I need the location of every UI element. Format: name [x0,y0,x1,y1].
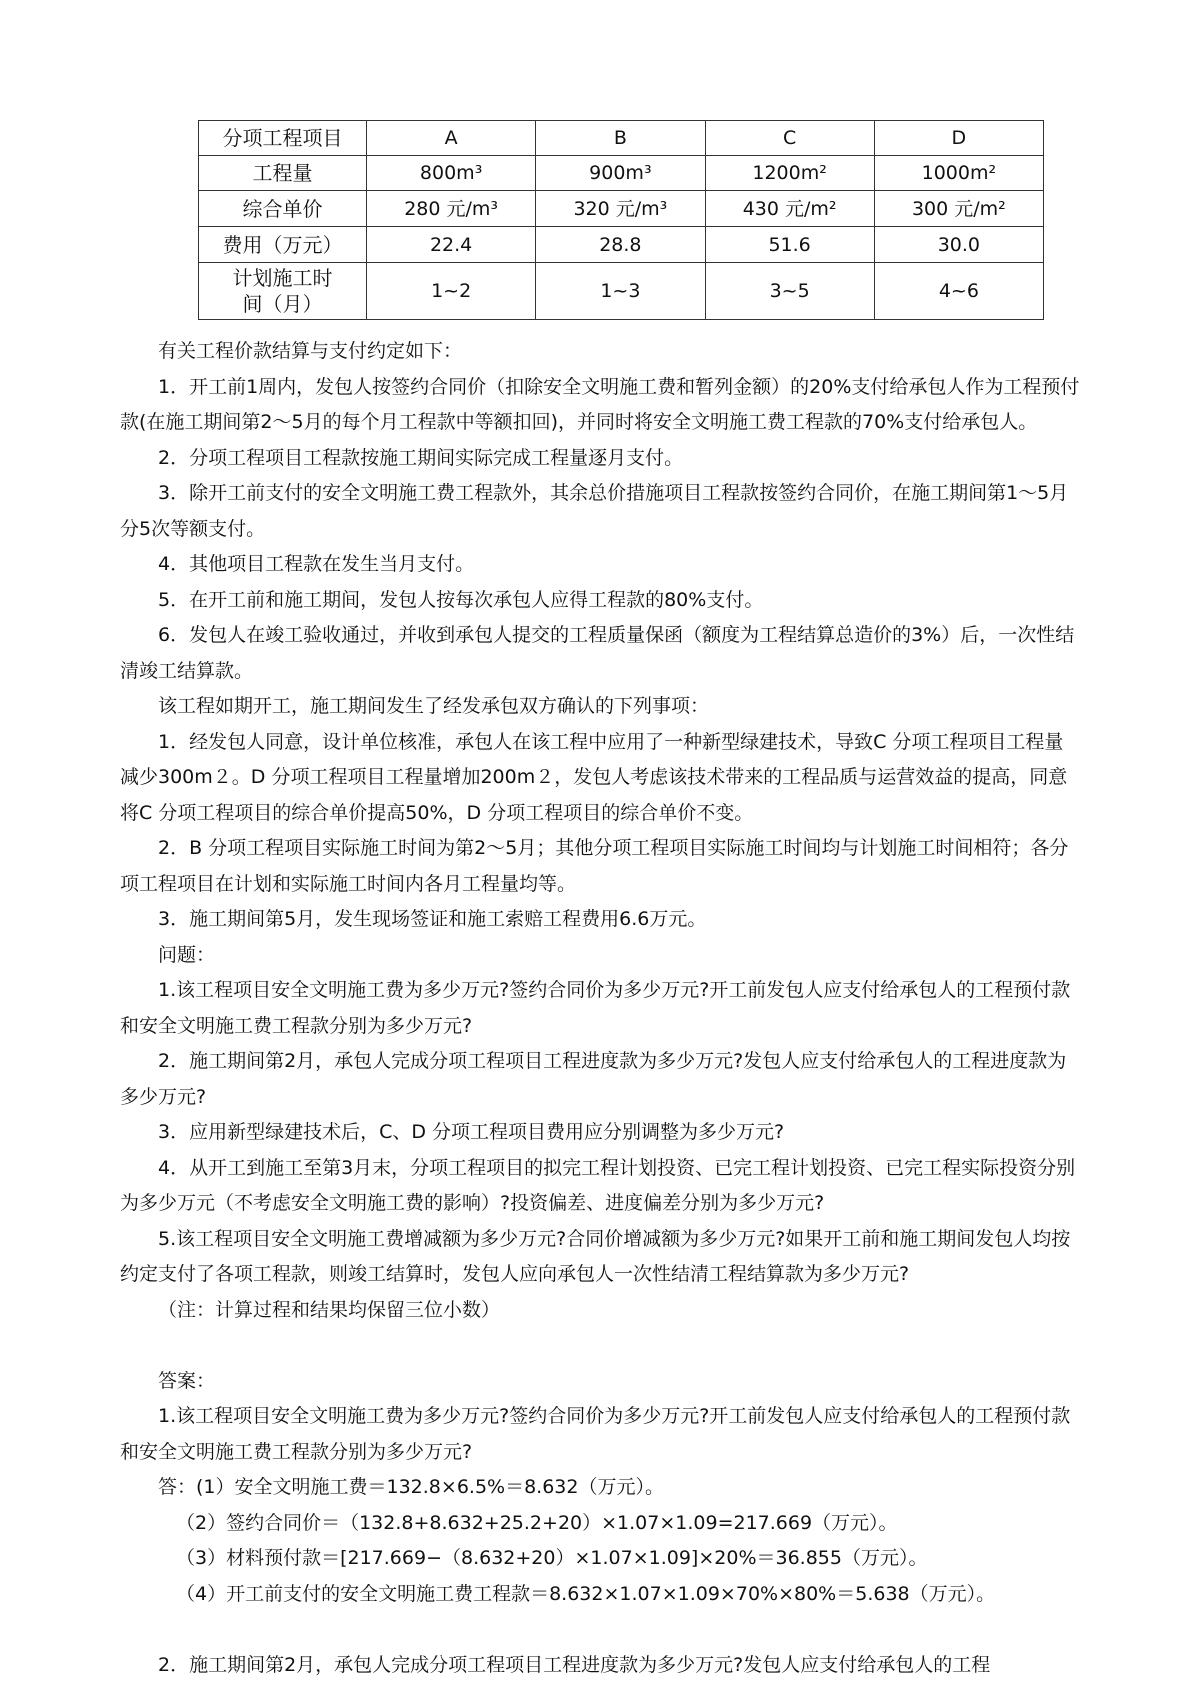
table-cell: 320 元/m³ [536,191,705,227]
document-body [120,334,1080,1683]
table-row [199,227,1044,263]
paragraph: （4）开工前支付的安全文明施工费工程款＝8.632×1.07×1.09×70%×80%＝5.638（万元）。 [176,1582,996,1605]
table-row [199,191,1044,227]
paragraph: 4．其他项目工程款在发生当月支付。 [158,553,475,575]
paragraph: 6．发包人在竣工验收通过，并收到承包人提交的工程质量保函（额度为工程结算总造价的3%）后，一次性结清竣工结算款。 [120,624,1075,682]
paragraph: 问题： [158,943,216,966]
table-cell: 1200m² [705,156,874,191]
table-header-row [199,121,1044,156]
project-table [198,120,1044,320]
paragraph: 1.该工程项目安全文明施工费为多少万元?签约合同价为多少万元?开工前发包人应支付给承包人的工程预付款和安全文明施工费工程款分别为多少万元? [120,1405,1071,1463]
table-cell: 1~3 [536,263,705,320]
paragraph: （注：计算过程和结果均保留三位小数） [158,1298,501,1321]
table-cell: 300 元/m² [874,191,1043,227]
table-cell: 51.6 [705,227,874,263]
table-cell: 22.4 [367,227,536,263]
paragraph: 3．除开工前支付的安全文明施工费工程款外，其余总价措施项目工程款按签约合同价，在施工期间第1～5月分5次等额支付。 [120,482,1069,540]
header-cell: D [874,121,1043,156]
table-cell: 3~5 [705,263,874,320]
row-label-cell: 费用（万元） [199,227,367,263]
table-cell: 28.8 [536,227,705,263]
paragraph: 3．施工期间第5月，发生现场签证和施工索赔工程费用6.6万元。 [158,908,707,930]
row-label-cell: 计划施工时间（月） [199,263,367,320]
paragraph: 2．B 分项工程项目实际施工时间为第2～5月；其他分项工程项目实际施工时间均与计划施工时间相符；各分项工程项目在计划和实际施工时间内各月工程量均等。 [120,837,1069,895]
header-cell: C [705,121,874,156]
paragraph: 该工程如期开工，施工期间发生了经发承包双方确认的下列事项： [158,695,710,717]
spacer [120,1612,1080,1648]
spacer [120,1328,1080,1364]
header-cell: 分项工程项目 [199,121,367,156]
project-table-container [198,120,1043,320]
paragraph: 5．在开工前和施工期间，发包人按每次承包人应得工程款的80%支付。 [158,588,764,611]
paragraph: 1．经发包人同意，设计单位核准，承包人在该工程中应用了一种新型绿建技术，导致C 分项工程项目工程量减少300m２。D 分项工程项目工程量增加200m２，发包人考虑该技术带来的工程品质与运营效益的提高，同意将C 分项工程项目的综合单价提高50%，D 分项工程项目的综合单价不变。 [120,730,1068,824]
table-cell: 430 元/m² [705,191,874,227]
paragraph: 1.该工程项目安全文明施工费为多少万元?签约合同价为多少万元?开工前发包人应支付给承包人的工程预付款和安全文明施工费工程款分别为多少万元? [120,979,1071,1037]
table-cell: 1~2 [367,263,536,320]
table-row [199,263,1044,320]
paragraph: （3）材料预付款＝[217.669−（8.632+20）×1.07×1.09]×20%＝36.855（万元）。 [176,1547,928,1569]
row-label-cell: 工程量 [199,156,367,191]
paragraph: 答：(1）安全文明施工费＝132.8×6.5%＝8.632（万元）。 [158,1476,664,1498]
table-cell: 4~6 [874,263,1043,320]
paragraph: 2．施工期间第2月，承包人完成分项工程项目工程进度款为多少万元?发包人应支付给承包人的工程 [158,1653,991,1676]
paragraph: 5.该工程项目安全文明施工费增减额为多少万元?合同价增减额为多少万元?如果开工前和施工期间发包人均按约定支付了各项工程款，则竣工结算时，发包人应向承包人一次性结清工程结算款为多少万元? [120,1227,1071,1285]
table-cell: 30.0 [874,227,1043,263]
paragraph: 1．开工前1周内，发包人按签约合同价（扣除安全文明施工费和暂列金额）的20%支付给承包人作为工程预付款(在施工期间第2～5月的每个月工程款中等额扣回)，并同时将安全文明施工费工程款的70%支付给承包人。 [120,375,1080,433]
paragraph: 答案： [158,1369,216,1392]
table-cell: 900m³ [536,156,705,191]
table-cell: 280 元/m³ [367,191,536,227]
header-cell: A [367,121,536,156]
paragraph: 3．应用新型绿建技术后，C、D 分项工程项目费用应分别调整为多少万元? [158,1121,785,1143]
header-cell: B [536,121,705,156]
table-row [199,156,1044,191]
paragraph: （2）签约合同价＝（132.8+8.632+25.2+20）×1.07×1.09=217.669（万元）。 [176,1511,898,1534]
paragraph: 4．从开工到施工至第3月末，分项工程项目的拟完工程计划投资、已完工程计划投资、已完工程实际投资分别为多少万元（不考虑安全文明施工费的影响）?投资偏差、进度偏差分别为多少万元? [120,1156,1076,1214]
paragraph: 2．施工期间第2月，承包人完成分项工程项目工程进度款为多少万元?发包人应支付给承包人的工程进度款为多少万元? [120,1050,1067,1108]
paragraph: 2．分项工程项目工程款按施工期间实际完成工程量逐月支付。 [158,446,684,469]
paragraph: 有关工程价款结算与支付约定如下： [158,340,463,362]
row-label-cell: 综合单价 [199,191,367,227]
table-cell: 800m³ [367,156,536,191]
table-cell: 1000m² [874,156,1043,191]
